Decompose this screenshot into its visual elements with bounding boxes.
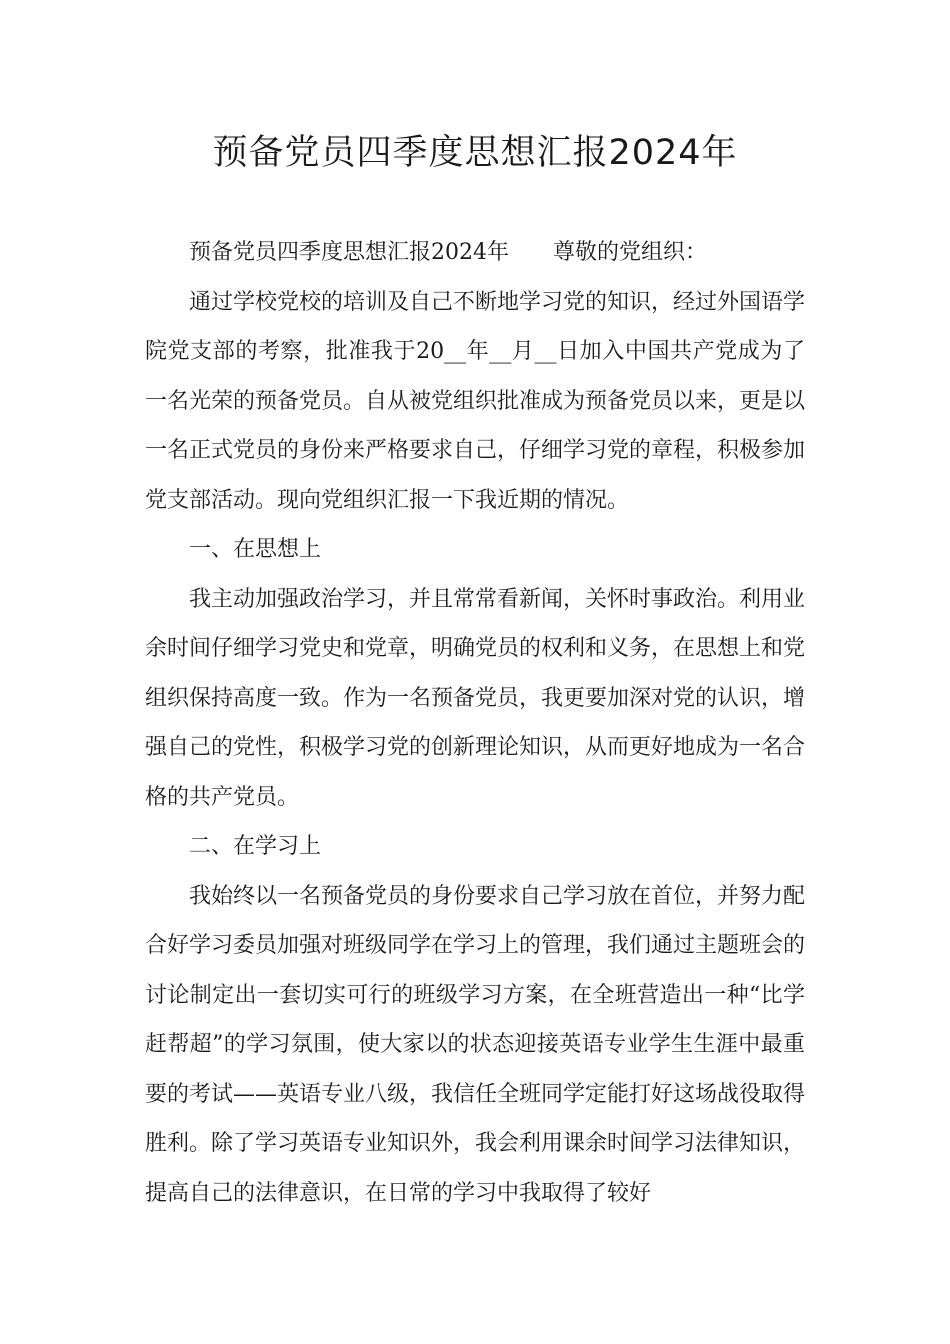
intro-paragraph: 通过学校党校的培训及自己不断地学习党的知识，经过外国语学院党支部的考察，批准我于20__年__月__日加入中国共产党成为了一名光荣的预备党员。自从被党组织批准成为预备党员以来，更是以一名正式党员的身份来严格要求自己，仔细学习党的章程，积极参加党支部活动。现向党组织汇报一下我近期的情况。 (145, 289, 806, 513)
thought-paragraph: 我主动加强政治学习，并且常常看新闻，关怀时事政治。利用业余时间仔细学习党史和党章，明确党员的权利和义务，在思想上和党组织保持高度一致。作为一名预备党员，我更要加深对党的认识，增强自己的党性，积极学习党的创新理论知识，从而更好地成为一名合格的共产党员。 (145, 586, 806, 810)
section-heading-study: 二、在学习上 (189, 834, 322, 859)
document-body (145, 228, 805, 1218)
document-title: 预备党员四季度思想汇报2024年 (212, 133, 738, 173)
section-heading-thought: 一、在思想上 (189, 537, 322, 562)
salutation-paragraph: 预备党员四季度思想汇报2024年 尊敬的党组织： (189, 240, 707, 265)
study-paragraph: 我始终以一名预备党员的身份要求自己学习放在首位，并努力配合好学习委员加强对班级同学在学习上的管理，我们通过主题班会的讨论制定出一套切实可行的班级学习方案，在全班营造出一种“比学赶帮超”的学习氛围，使大家以的状态迎接英语专业学生生涯中最重要的考试——英语专业八级，我信任全班同学定能打好这场战役取得胜利。除了学习英语专业知识外，我会利用课余时间学习法律知识，提高自己的法律意识，在日常的学习中我取得了较好 (145, 883, 806, 1206)
